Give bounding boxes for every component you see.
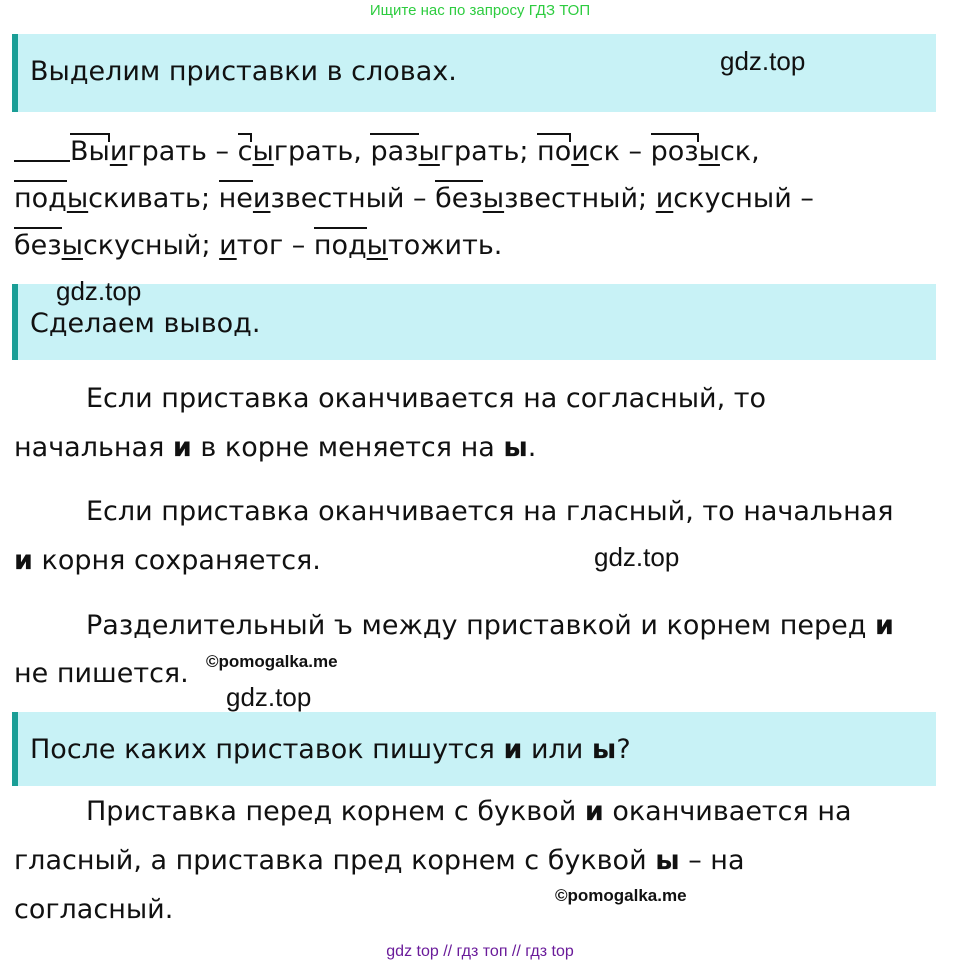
word-part: ск, [719,136,760,167]
watermark-pomogalka: ©pomogalka.me [555,886,687,905]
answer-line-2 [14,845,745,876]
text: начальная [14,432,173,463]
paragraph-3-line-1 [86,610,894,641]
text: в корне меняется на [191,432,504,463]
prefix: под [313,230,367,261]
prefix: без [14,230,62,261]
root-letter: ы [482,183,505,214]
root-letter: ы [252,136,274,167]
bold-letter: и [874,610,894,641]
word-part: тожить. [387,230,503,261]
exercise-line-3 [14,230,502,261]
root-letter: ы [66,183,89,214]
text: корня сохраняется. [32,545,321,576]
paragraph-3-line-2: не пишется. [14,658,189,689]
section-title-conclusion: Сделаем вывод. [30,308,261,339]
root-letter: и [219,230,237,261]
text: – на [679,845,745,876]
word-part: звестный – [270,183,436,214]
root-letter: и [571,136,589,167]
word-part: звестный; [504,183,656,214]
word-part: грать, [273,136,371,167]
bold-letter: и [14,545,33,576]
prefix: Вы [70,136,110,167]
prefix: раз [370,136,419,167]
paragraph-1-line-2 [14,432,536,463]
bold-letter: ы [503,432,528,463]
bold-letter: ы [655,845,680,876]
text: или [522,734,592,765]
section-title-question [30,734,631,765]
word-part: ск – [588,136,651,167]
prefix: без [435,183,483,214]
paragraph-1-line-1: Если приставка оканчивается на согласный, то [86,383,766,414]
footer-links[interactable]: gdz top // гдз топ // гдз top [386,943,574,960]
root-letter: ы [698,136,720,167]
text: Приставка перед корнем с буквой [86,796,585,827]
prefix: по [537,136,572,167]
root-letter: ы [418,136,440,167]
watermark-gdz: gdz.top [56,276,142,306]
bold-letter: и [503,734,523,765]
exercise-line-2 [14,183,814,214]
word-part: скусный; [82,230,220,261]
paragraph-2-line-2 [14,545,321,576]
root-letter: и [655,183,674,214]
word-part: грать; [439,136,538,167]
watermark-gdz: gdz.top [720,46,806,76]
bold-letter: ы [591,734,617,765]
word-part: скивать; [88,183,219,214]
blank-indent [14,136,70,162]
paragraph-2-line-1: Если приставка оканчивается на гласный, то начальная [86,496,894,527]
prefix: под [14,183,67,214]
text: гласный, а приставка пред корнем с буквой [14,845,656,876]
prefix: с [237,136,253,167]
root-letter: ы [366,230,388,261]
top-banner: Ищите нас по запросу ГДЗ ТОП [369,2,591,19]
text: ? [616,734,631,765]
text: оканчивается на [603,796,852,827]
watermark-pomogalka: ©pomogalka.me [206,652,338,671]
root-letter: и [252,183,271,214]
exercise-line-1 [14,136,760,167]
text: . [527,432,537,463]
word-part: скусный – [673,183,814,214]
bold-letter: и [584,796,604,827]
watermark-gdz: gdz.top [594,542,680,572]
root-letter: ы [61,230,83,261]
answer-line-3: согласный. [14,894,174,925]
section-title-prefixes: Выделим приставки в словах. [30,56,457,87]
answer-line-1 [86,796,852,827]
bold-letter: и [172,432,192,463]
word-part: грать – [127,136,238,167]
text: Разделительный ъ между приставкой и корнем перед [86,610,875,641]
word-part: тог – [236,230,314,261]
watermark-gdz: gdz.top [226,682,312,712]
prefix: роз [650,136,699,167]
text: После каких приставок пишутся [30,734,504,765]
root-letter: и [109,136,128,167]
prefix: не [218,183,253,214]
